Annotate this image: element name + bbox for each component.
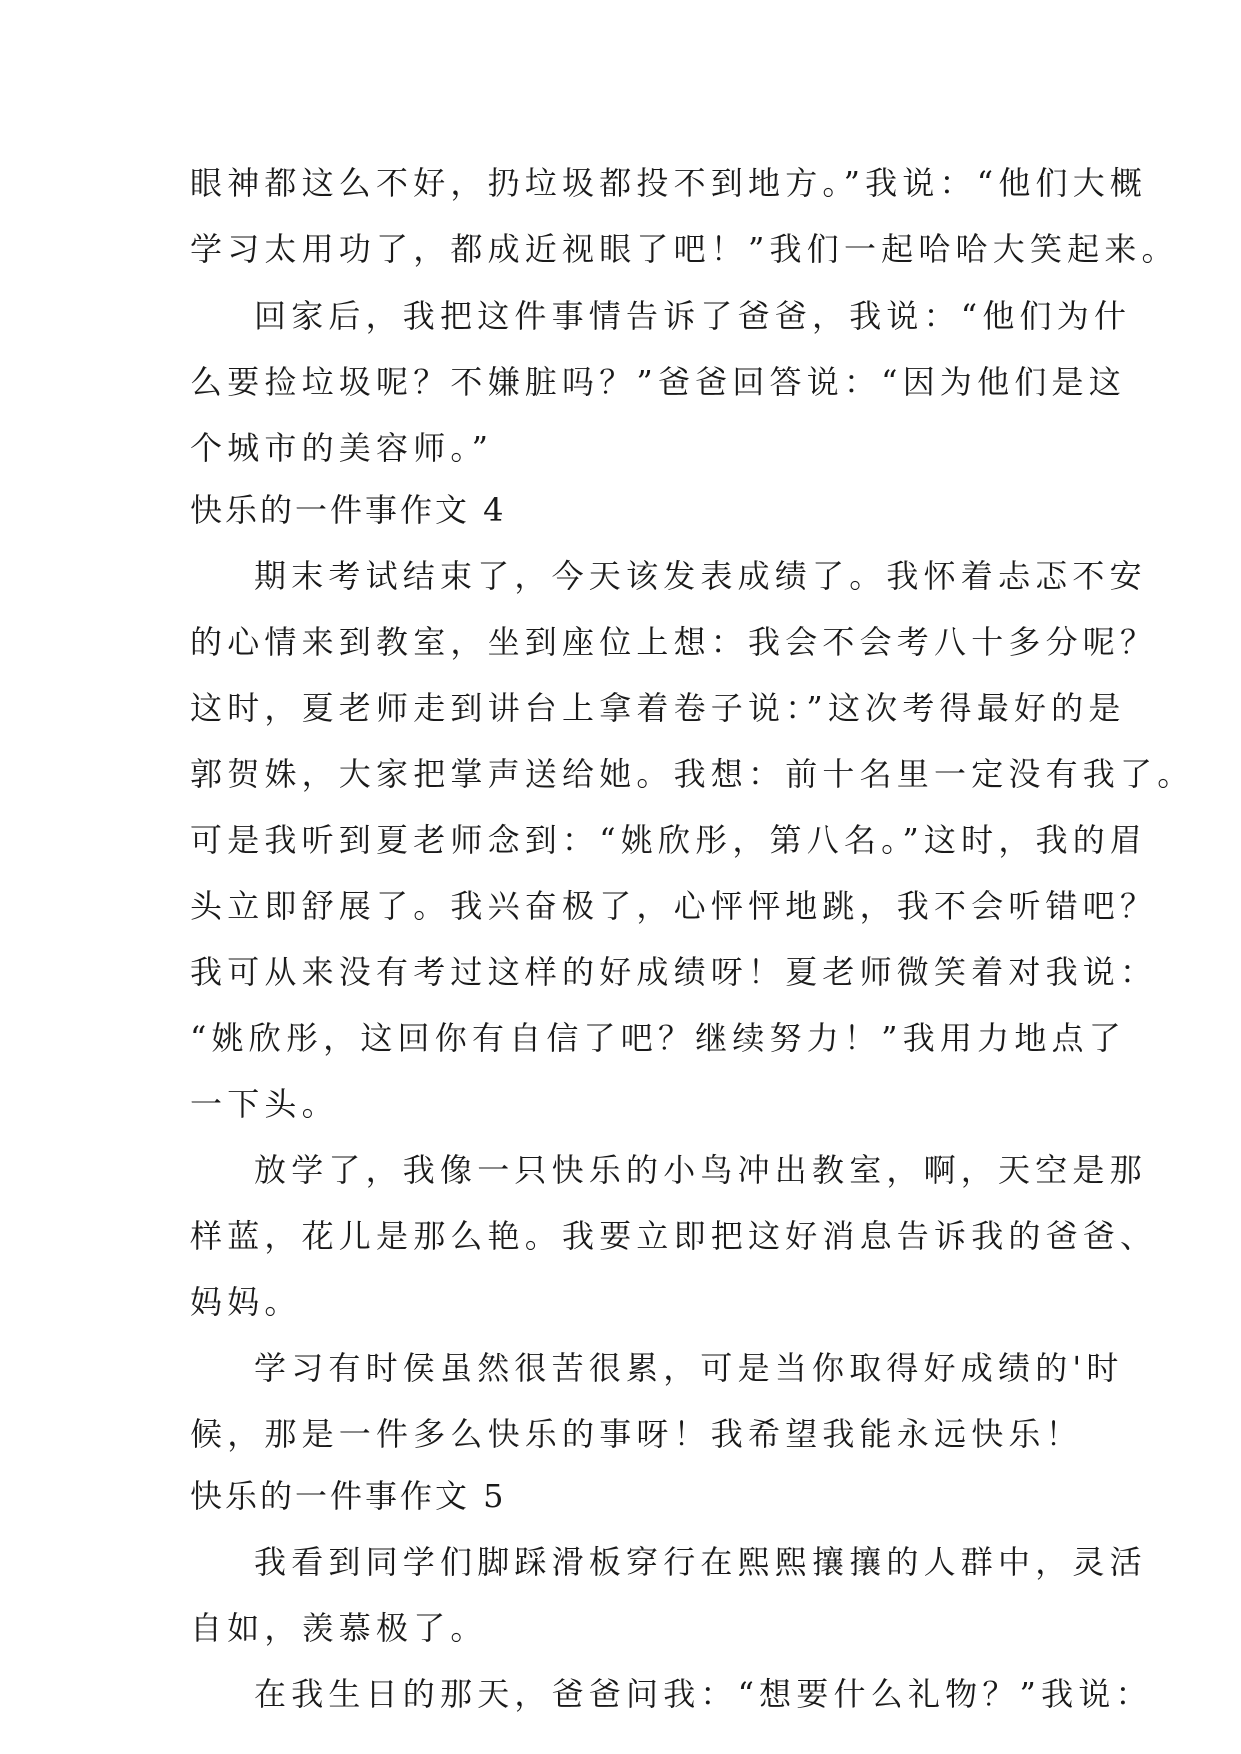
paragraph-line: 妈妈。 xyxy=(190,1283,302,1321)
paragraph-line: 我可从来没有考过这样的好成绩呀！夏老师微笑着对我说： xyxy=(190,953,1158,991)
paragraph-line: 期末考试结束了，今天该发表成绩了。我怀着忐忑不安 xyxy=(254,557,1147,595)
paragraph-line: 么要捡垃圾呢？不嫌脏吗？”爸爸回答说：“因为他们是这 xyxy=(190,363,1126,401)
paragraph-line: 我看到同学们脚踩滑板穿行在熙熙攘攘的人群中，灵活 xyxy=(254,1543,1147,1581)
paragraph-line: 回家后，我把这件事情告诉了爸爸，我说：“他们为什 xyxy=(254,297,1132,335)
section-heading: 快乐的一件事作文 4 xyxy=(190,491,507,529)
section-heading: 快乐的一件事作文 5 xyxy=(190,1477,507,1515)
paragraph-line: 学习有时侯虽然很苦很累，可是当你取得好成绩的'时 xyxy=(254,1349,1124,1387)
paragraph-line: 自如，羡慕极了。 xyxy=(190,1609,488,1647)
paragraph-line: 个城市的美容师。” xyxy=(190,429,494,467)
paragraph-line: 样蓝，花儿是那么艳。我要立即把这好消息告诉我的爸爸、 xyxy=(190,1217,1158,1255)
paragraph-line: 学习太用功了，都成近视眼了吧！”我们一起哈哈大笑起来。 xyxy=(190,230,1179,268)
paragraph-line: 眼神都这么不好，扔垃圾都投不到地方。”我说：“他们大概 xyxy=(190,164,1148,202)
paragraph-line: 放学了，我像一只快乐的小鸟冲出教室，啊，天空是那 xyxy=(254,1151,1147,1189)
paragraph-line: “姚欣彤，这回你有自信了吧？继续努力！”我用力地点了 xyxy=(190,1019,1126,1057)
paragraph-line: 一下头。 xyxy=(190,1085,339,1123)
paragraph-line: 郭贺姝，大家把掌声送给她。我想：前十名里一定没有我了。 xyxy=(190,755,1195,793)
paragraph-line: 候，那是一件多么快乐的事呀！我希望我能永远快乐！ xyxy=(190,1415,1083,1453)
paragraph-line: 可是我听到夏老师念到：“姚欣彤，第八名。”这时，我的眉 xyxy=(190,821,1148,859)
paragraph-line: 这时，夏老师走到讲台上拿着卷子说：”这次考得最好的是 xyxy=(190,689,1126,727)
paragraph-line: 头立即舒展了。我兴奋极了，心怦怦地跳，我不会听错吧？ xyxy=(190,887,1158,925)
paragraph-line: 在我生日的那天，爸爸问我：“想要什么礼物？”我说： xyxy=(254,1675,1153,1713)
paragraph-line: 的心情来到教室，坐到座位上想：我会不会考八十多分呢？ xyxy=(190,623,1158,661)
